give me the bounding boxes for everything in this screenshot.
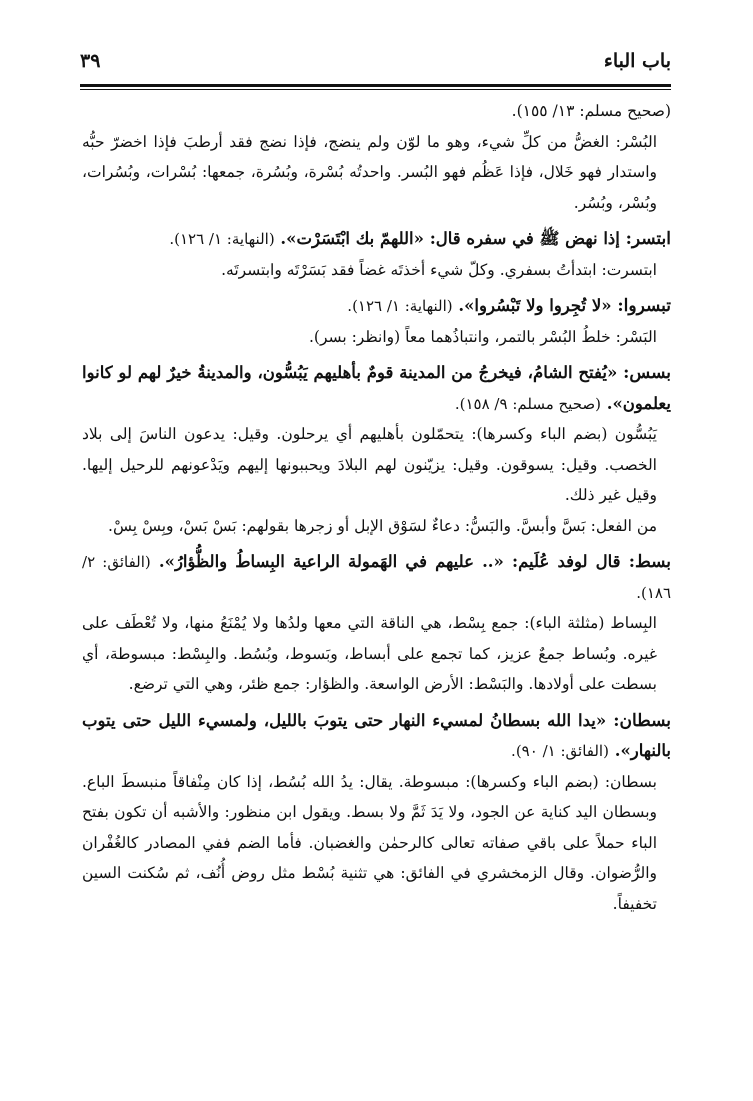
entry-headword: بسس: [623, 363, 672, 383]
entry-reference: (الفائق: ٢/ ١٨٦). [82, 553, 671, 602]
header-rule-thin [80, 89, 671, 90]
page-number: ٣٩ [80, 50, 101, 72]
definition-paragraph: البُسْر: الغضُّ من كلِّ شيء، وهو ما لوّن ولم ينضج، فإذا نضج فقد أرطبَ فإذا اخضرّ حبُّه واستدار فهو خَلال، فإذا عَظُم فهو البُسر. واحدتُه بُسْرة، وبُسُرة، جمعها: بُسْرات، وبُسُرات، وبُسْر، وبُسُر. [82, 132, 657, 212]
entry-reference: (النهاية: ١/ ١٢٦). [169, 230, 275, 248]
definition-paragraph: بسطان: (بضم الباء وكسرها): مبسوطة. يقال: يدُ الله بُسُط، إذا كان مِنْفاقاً منبسطَ الباع. وبسطان اليد كناية عن الجود، ولا يَدَ ثَمَّ ولا بسط. ويقول ابن منظور: والأشبه أن تكون بفتح الباء حملاً على باقي صفاته تعالى كالرحمٰن والغضبان. فأما الضم ففي المصادر كالغُفْران والرُّضوان. وقال الزمخشري في الفائق: هي تثنية بُسْط مثل روض أُنُف، ثم سُكنت السين تخفيفاً. [82, 772, 657, 913]
entry-text: «يُفتح الشامُ، فيخرجُ من المدينة قومٌ بأهليهم يَبُسُّون، والمدينةُ خيرٌ لهم لو كانوا يعلمون». [82, 363, 671, 413]
entry-reference: (النهاية: ١/ ١٢٦). [347, 297, 453, 315]
dictionary-entry [82, 224, 671, 255]
header-rule-thick [80, 84, 671, 87]
running-header [80, 46, 671, 76]
dictionary-entry [82, 706, 671, 767]
dictionary-entry [82, 547, 671, 608]
chapter-title: باب الباء [603, 50, 671, 72]
entry-headword: بسطان: [613, 710, 671, 731]
citation-note: (صحيح مسلم: ١٣/ ١٥٥). [511, 102, 671, 120]
entry-headword: بسط: [628, 552, 672, 572]
entry-headword: تبسروا: [617, 296, 671, 316]
entry-text: «يدا الله بسطانُ لمسيء النهار حتى يتوبَ بالليل، ولمسيء الليل حتى يتوب بالنهار». [82, 710, 671, 760]
definition-paragraph: من الفعل: بَسَّ وأبسَّ. والبَسُّ: دعاءٌ لسَوْق الإبل أو زجرها بقولهم: بَسْ بَسْ، وبِسْ بِسْ. [108, 516, 657, 535]
entry-text: إذا نهض ﷺ في سفره قال: «اللهمّ بك ابْتَسَرْت». [280, 229, 620, 248]
dictionary-entry [82, 358, 671, 419]
definition-paragraph: يَبُسُّون (بضم الباء وكسرها): يتحمّلون بأهليهم أي يرحلون. وقيل: يدعون الناسَ إلى بلاد الخصب. وقيل: يسوقون. وقيل: يزيّنون لهم البلادَ ويحببونها إليهم ويَدْعونهم للرحيل إليها. وقيل غير ذلك. [82, 425, 657, 504]
definition-paragraph: ابتسرت: ابتدأتُ بسفري. وكلّ شيء أخذتَه غضاً فقد بَسَرْتَه وابتسرتَه. [221, 260, 657, 279]
page-body [82, 96, 671, 919]
entry-reference: (صحيح مسلم: ٩/ ١٥٨). [454, 394, 601, 413]
dictionary-entry [82, 291, 671, 322]
entry-text: «لا تُجِروا ولا تَبْسُروا». [458, 296, 612, 315]
entry-text: قال لوفد عُلَيم: «.. عليهم في الهَمولة الراعية البِساطُ والظُّؤارُ». [158, 552, 621, 571]
definition-paragraph: البِساط (مثلثة الباء): جمع بِسْط، هي الناقة التي معها ولدُها ولا يُمْنَعُ منها، ولا تُعْطَف على غيره. وبُساط جمعٌ عزيز، كما تجمع على أبساط، وبَسوط، وبُسُط. والبِسْط: مبسوطة، أي بسطت على أولادها. والبَسْط: الأرض الواسعة. والظؤار: جمع ظئر، وهي التي ترضع. [82, 614, 657, 693]
entry-reference: (الفائق: ١/ ٩٠). [511, 742, 609, 760]
entry-headword: ابتسر: [625, 229, 671, 249]
definition-paragraph: البَسْر: خلطُ البُسْر بالتمر، وانتباذُهما معاً (وانظر: بسر). [308, 327, 657, 346]
